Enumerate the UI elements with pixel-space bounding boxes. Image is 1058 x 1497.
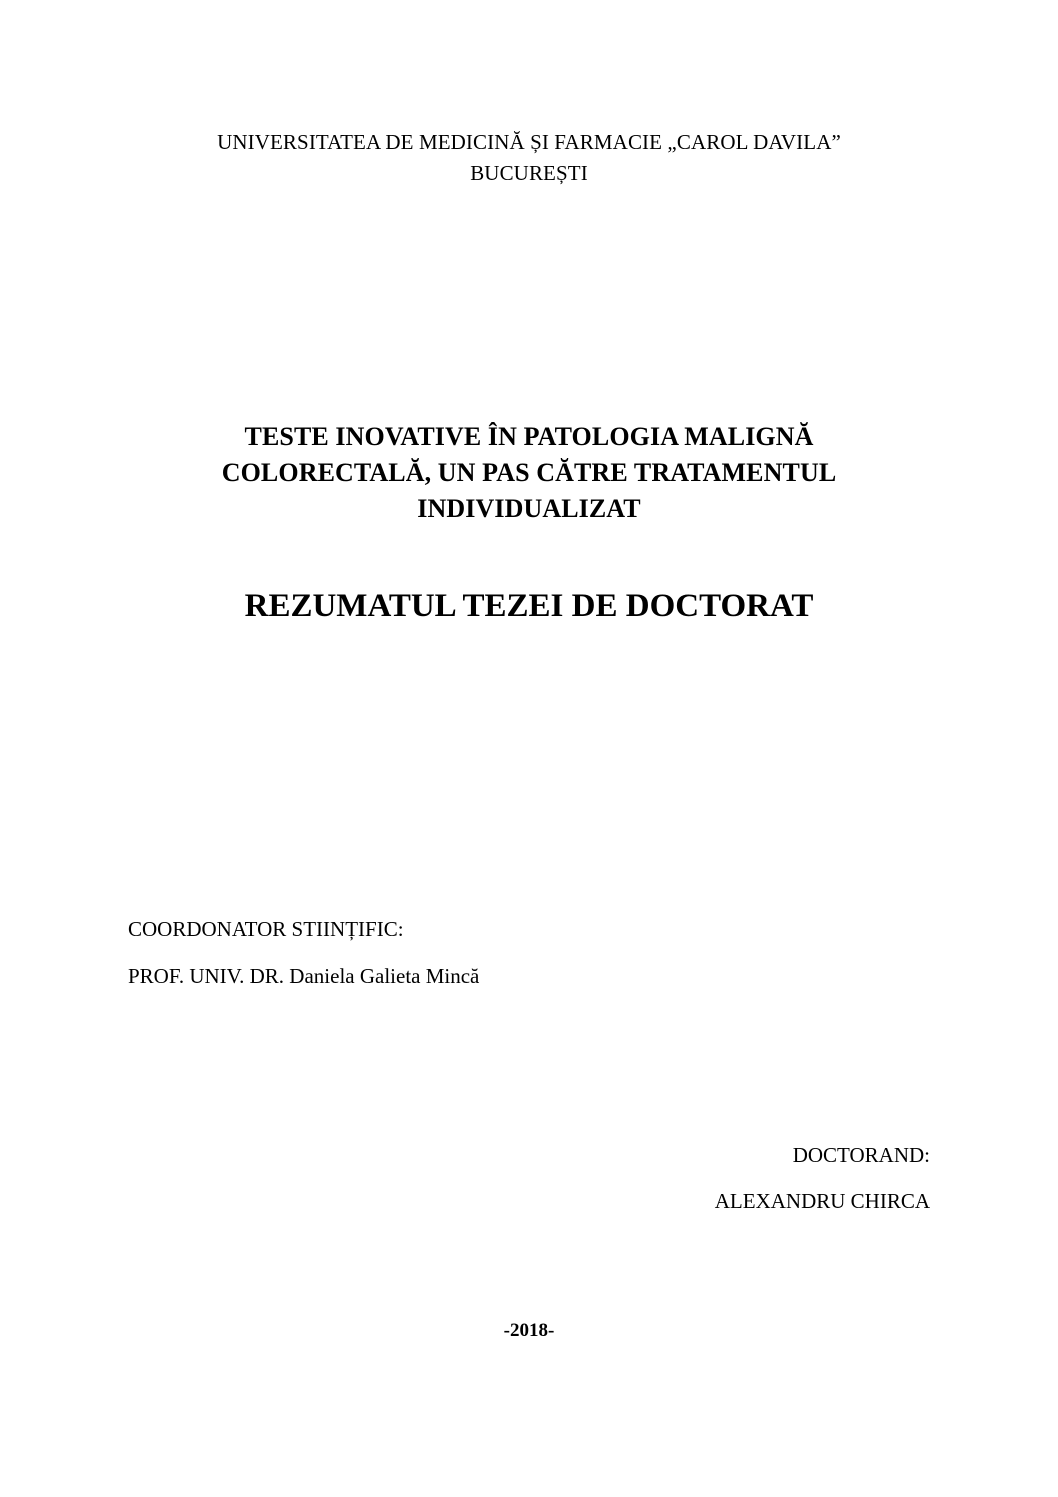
university-name: UNIVERSITATEA DE MEDICINĂ ȘI FARMACIE „CAROL DAVILA”: [217, 130, 841, 154]
document-year: -2018-: [503, 1320, 555, 1341]
candidate-name: ALEXANDRU CHIRCA: [714, 1189, 930, 1213]
candidate-label: DOCTORAND:: [792, 1143, 930, 1167]
university-city: BUCUREȘTI: [470, 161, 588, 185]
coordinator-label: COORDONATOR STIINȚIFIC:: [128, 917, 404, 941]
thesis-title-line-1: TESTE INOVATIVE ÎN PATOLOGIA MALIGNĂ: [244, 422, 814, 451]
document-subtitle: REZUMATUL TEZEI DE DOCTORAT: [244, 588, 814, 624]
coordinator-name: PROF. UNIV. DR. Daniela Galieta Mincă: [128, 964, 480, 988]
thesis-title-line-2: COLORECTALĂ, UN PAS CĂTRE TRATAMENTUL: [221, 458, 837, 487]
thesis-title-line-3: INDIVIDUALIZAT: [417, 494, 641, 523]
